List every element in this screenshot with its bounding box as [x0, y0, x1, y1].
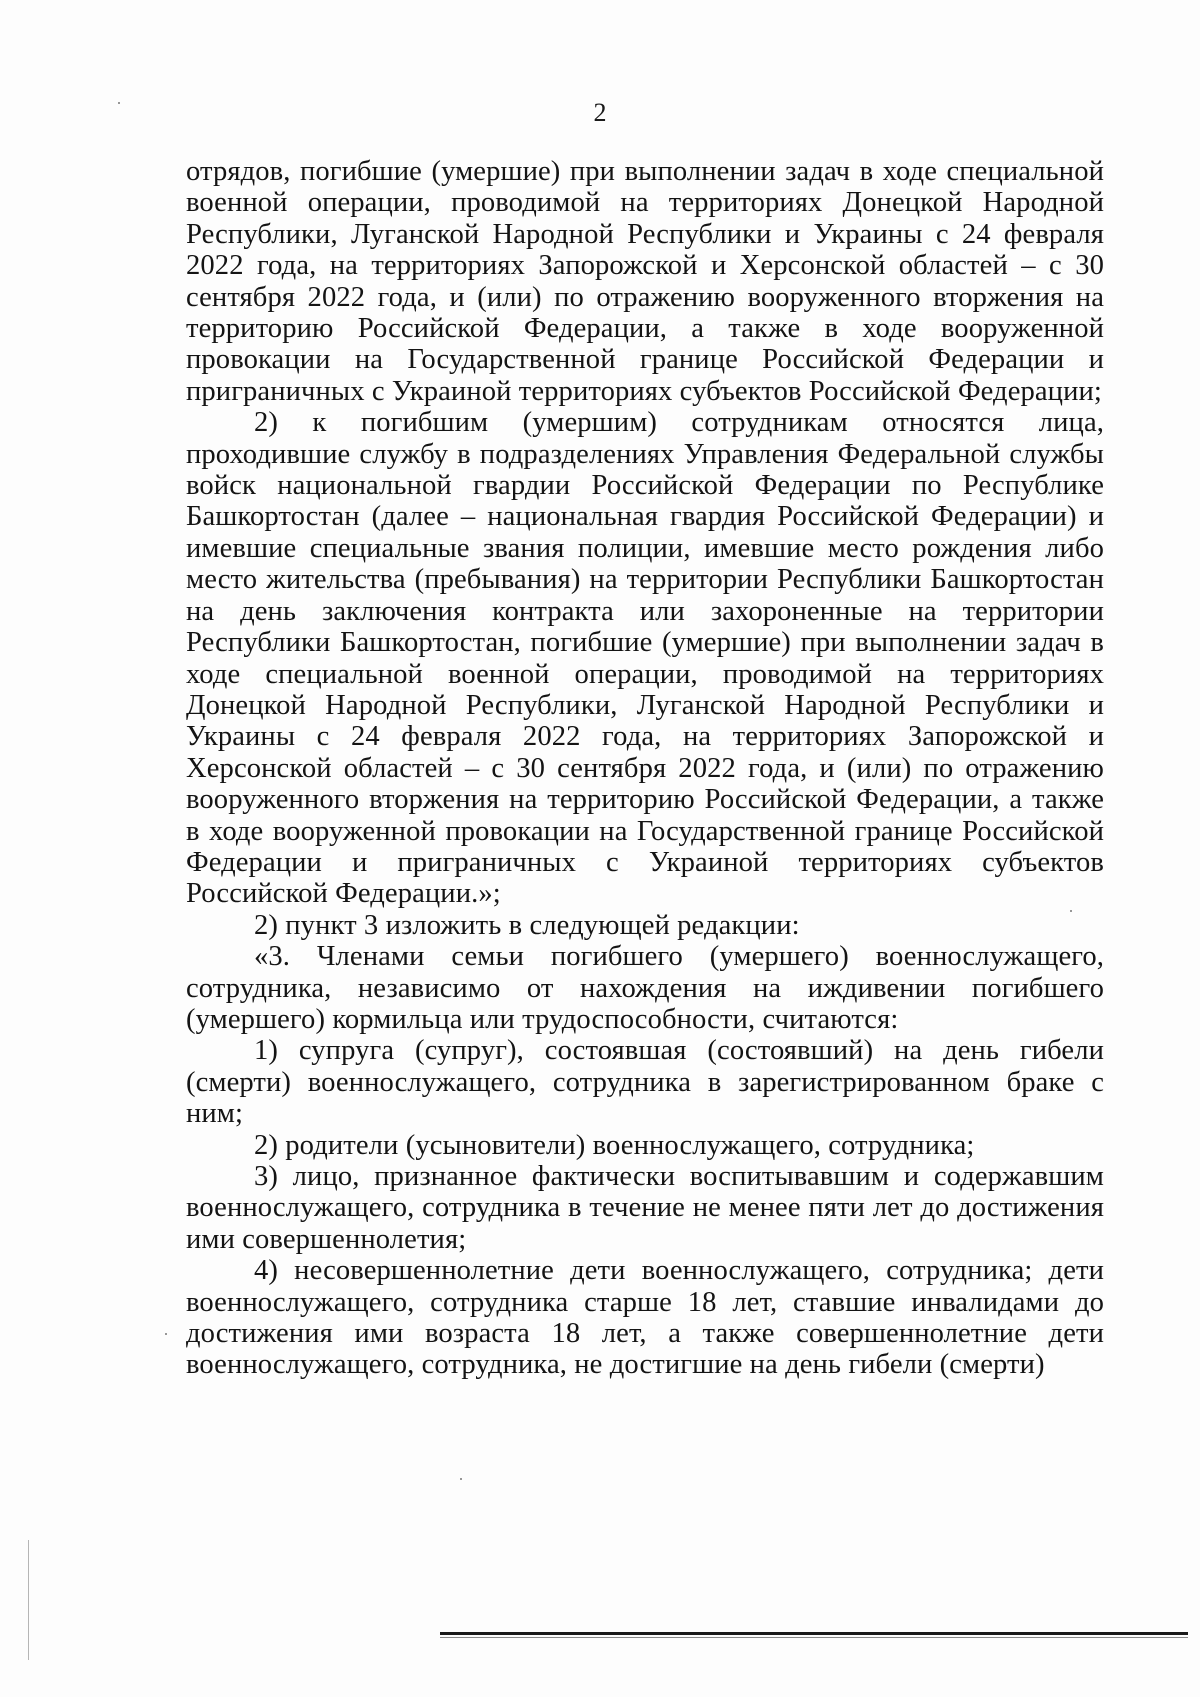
scan-speck	[460, 1478, 462, 1480]
scan-speck	[165, 1333, 167, 1335]
paragraph-amendment-point-3: 2) пункт 3 изложить в следующей редакции:	[254, 909, 800, 941]
paragraph-family-members: «3. Членами семьи погибшего (умершего) военнослужащего, сотрудника, независимо от нахождения на иждивении погибшего (умершего) кормильца или трудоспособности, считаются:	[186, 941, 1104, 1035]
document-body	[186, 156, 1104, 1381]
paragraph-list-item-1: 1) супруга (супруг), состоявшая (состоявший) на день гибели (смерти) военнослужащего, сотрудника в зарегистрированном браке с ним;	[186, 1035, 1104, 1130]
paragraph-continuation: отрядов, погибшие (умершие) при выполнении задач в ходе специальной военной операции, проводимой на территориях Донецкой Народной Республики, Луганской Народной Республики и Украины с 24 февраля 2022 года, на территориях Запорожской и Херсонской областей – с 30 сентября 2022 года, и (или) по отражению вооруженного вторжения на территорию Российской Федерации, а также в ходе вооруженной провокации на Государственной границе Российской Федерации и приграничных с Украиной территориях субъектов Российской Федерации;	[186, 156, 1104, 407]
page-number: 2	[593, 98, 607, 127]
footer-rule-thin	[440, 1637, 1188, 1638]
scan-speck	[118, 102, 120, 104]
scan-margin-mark	[28, 1540, 29, 1660]
paragraph-list-item-3: 3) лицо, признанное фактически воспитывавшим и содержавшим военнослужащего, сотрудника в течение не менее пяти лет до достижения ими совершеннолетия;	[186, 1161, 1104, 1255]
paragraph-item-2-employees: 2) к погибшим (умершим) сотрудникам относятся лица, проходившие службу в подразделениях Управления Федеральной службы войск национальной гвардии Российской Федерации по Республике Башкортостан (далее – национальная гвардия Российской Федерации) и имевшие специальные звания полиции, имевшие место рождения либо место жительства (пребывания) на территории Республики Башкортостан на день заключения контракта или захороненные на территории Республики Башкортостан, погибшие (умершие) при выполнении задач в ходе специальной военной операции, проводимой на территориях Донецкой Народной Республики, Луганской Народной Республики и Украины с 24 февраля 2022 года, на территориях Запорожской и Херсонской областей – с 30 сентября 2022 года, и (или) по отражению вооруженного вторжения на территорию Российской Федерации, а также в ходе вооруженной провокации на Государственной границе Российской Федерации и приграничных с Украиной территориях субъектов Российской Федерации.»;	[186, 407, 1104, 910]
paragraph-list-item-4: 4) несовершеннолетние дети военнослужащего, сотрудника; дети военнослужащего, сотрудника старше 18 лет, ставшие инвалидами до достижения ими возраста 18 лет, а также совершеннолетние дети военнослужащего, сотрудника, не достигшие на день гибели (смерти)	[186, 1255, 1104, 1381]
footer-rule	[440, 1632, 1188, 1635]
paragraph-list-item-2: 2) родители (усыновители) военнослужащего, сотрудника;	[254, 1129, 975, 1161]
scan-speck	[1070, 910, 1072, 912]
